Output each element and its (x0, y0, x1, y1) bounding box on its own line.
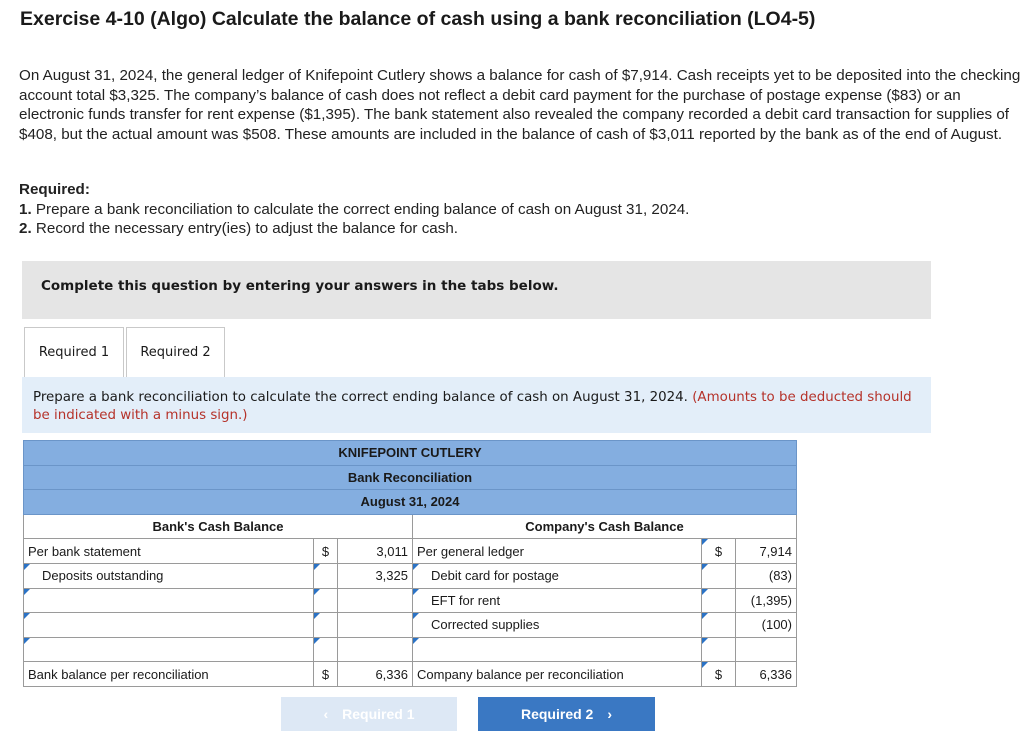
table-row (24, 613, 797, 638)
prompt-text (33, 389, 913, 424)
company-row-amount: (1,395) (736, 588, 797, 613)
bank-total-label: Bank balance per reconciliation (24, 662, 314, 687)
company-row-currency[interactable]: $ (702, 539, 736, 564)
bank-row-label-input[interactable] (24, 613, 314, 638)
bank-balance-header: Bank's Cash Balance (24, 514, 413, 539)
report-name: Bank Reconciliation (24, 465, 797, 490)
company-row-amount: 7,914 (736, 539, 797, 564)
bank-row-label-input[interactable]: Deposits outstanding (24, 563, 314, 588)
bank-row-label: Per bank statement (24, 539, 314, 564)
bank-row-amount: 3,011 (338, 539, 413, 564)
required-item-number: 2. (19, 220, 32, 237)
company-total-label: Company balance per reconciliation (413, 662, 702, 687)
company-balance-header: Company's Cash Balance (413, 514, 797, 539)
company-row-label-input[interactable] (413, 637, 702, 662)
required-item-2 (19, 219, 689, 239)
table-row (24, 539, 797, 564)
prompt-panel (22, 377, 931, 433)
bank-row-currency[interactable] (314, 613, 338, 638)
table-row (24, 637, 797, 662)
company-row-label-input[interactable]: EFT for rent (413, 588, 702, 613)
company-row-currency[interactable] (702, 588, 736, 613)
required-item-text: Prepare a bank reconciliation to calculate the correct ending balance of cash on August 31, 2024. (35, 200, 690, 218)
next-button-label: Required 2 (520, 706, 594, 722)
prompt-note: (Amounts to be deducted should be indicated with a minus sign.) (33, 390, 912, 423)
bank-total-amount: 6,336 (338, 662, 413, 687)
bank-row-label-input[interactable] (24, 637, 314, 662)
next-required-button[interactable] (478, 697, 655, 731)
exercise-title: Exercise 4-10 (Algo) Calculate the balance of cash using a bank reconciliation (LO4-5) (20, 8, 816, 30)
bank-row-currency[interactable] (314, 637, 338, 662)
chevron-right-icon: › (607, 706, 613, 722)
bank-row-amount: 3,325 (338, 563, 413, 588)
required-heading: Required: (19, 181, 90, 198)
company-row-amount: (100) (736, 613, 797, 638)
report-date: August 31, 2024 (24, 490, 797, 515)
company-total-amount: 6,336 (736, 662, 797, 687)
tab-required-1[interactable]: Required 1 (24, 327, 124, 377)
company-row-currency[interactable] (702, 637, 736, 662)
company-row-label: Per general ledger (413, 539, 702, 564)
bank-row-currency[interactable] (314, 563, 338, 588)
total-row (24, 662, 797, 687)
company-row-currency[interactable] (702, 613, 736, 638)
instruction-panel (22, 261, 931, 319)
company-total-currency[interactable]: $ (702, 662, 736, 687)
required-item-number: 1. (19, 200, 32, 218)
prompt-main: Prepare a bank reconciliation to calculate the correct ending balance of cash on August 31, 2024. (33, 390, 688, 405)
company-name: KNIFEPOINT CUTLERY (24, 441, 797, 466)
instruction-text: Complete this question by entering your answers in the tabs below. (41, 278, 559, 294)
table-row (24, 563, 797, 588)
company-row-label-input[interactable]: Corrected supplies (413, 613, 702, 638)
bank-total-currency: $ (314, 662, 338, 687)
tab-required-2[interactable]: Required 2 (126, 327, 225, 377)
table-row (24, 588, 797, 613)
bank-row-amount (338, 588, 413, 613)
required-item-text: Record the necessary entry(ies) to adjust the balance for cash. (35, 220, 458, 237)
company-row-amount: (83) (736, 563, 797, 588)
company-row-label-input[interactable]: Debit card for postage (413, 563, 702, 588)
bank-row-label-input[interactable] (24, 588, 314, 613)
bank-row-currency: $ (314, 539, 338, 564)
bank-row-currency[interactable] (314, 588, 338, 613)
bank-reconciliation-table (23, 440, 797, 687)
company-row-currency[interactable] (702, 563, 736, 588)
required-item-1 (19, 200, 689, 220)
prev-button-label: Required 1 (342, 706, 415, 722)
bank-row-amount (338, 637, 413, 662)
prev-required-button[interactable] (281, 697, 457, 731)
required-section (19, 180, 689, 239)
company-row-amount (736, 637, 797, 662)
chevron-left-icon: ‹ (323, 706, 329, 722)
bank-row-amount (338, 613, 413, 638)
problem-text: On August 31, 2024, the general ledger of Knifepoint Cutlery shows a balance for cash of $7,914. Cash receipts yet to be deposited into the checking account total $3,325. The company’s balance of cash does not reflect a debit card payment for the purchase of postage expense ($83) or an electronic funds transfer for rent expense ($1,395). The bank statement also revealed the company recorded a debit card transaction for supplies of $408, but the actual amount was $508. These amounts are included in the balance of cash of $3,011 reported by the bank as of the end of August. (19, 67, 1021, 143)
